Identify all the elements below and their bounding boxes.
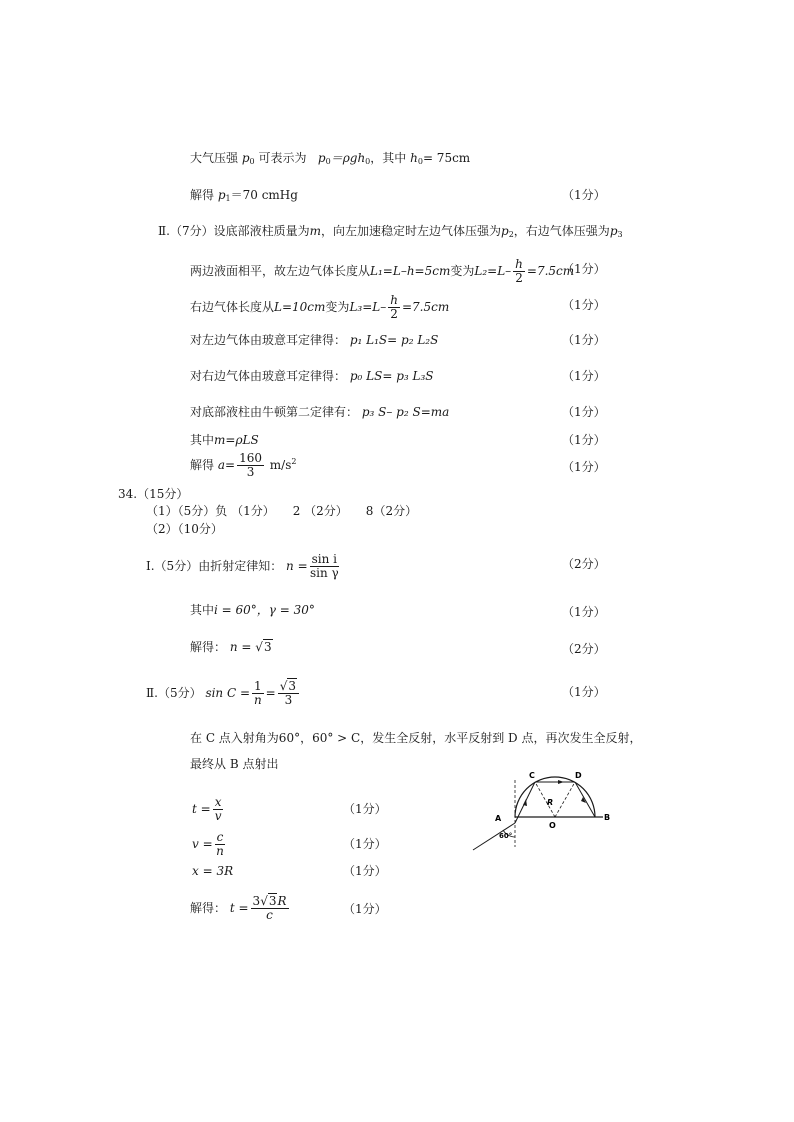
label-d: D — [575, 771, 582, 780]
label-o: O — [549, 821, 556, 830]
mass-definition-line: 其中m=ρLS — [190, 433, 259, 447]
score-label: （1分） — [562, 685, 606, 699]
score-label: （1分） — [343, 864, 387, 878]
total-reflection-line: 在 C 点入射角为60°，60° > C，发生全反射，水平反射到 D 点，再次发生全反射， — [190, 731, 642, 745]
label-angle: 60° — [499, 832, 513, 840]
label-r: R — [547, 798, 554, 807]
angles-line: 其中i = 60°，γ = 30° — [190, 603, 315, 617]
score-label: （1分） — [562, 405, 606, 419]
score-label: （1分） — [343, 902, 387, 916]
solve-p1-line: 解得 $p_1=70$ cmHg — [190, 188, 298, 203]
semicircle-optics-diagram — [465, 765, 625, 860]
score-label: （2分） — [562, 557, 606, 571]
label-c: C — [529, 771, 535, 780]
score-label: （1分） — [562, 262, 606, 276]
solve-n-line: 解得： n = √3 — [190, 640, 272, 654]
score-label: （1分） — [343, 802, 387, 816]
distance-formula-line: x = 3R — [192, 864, 234, 878]
score-label: （1分） — [562, 333, 606, 347]
left-gas-length-line: 两边液面相平，故左边气体长度从L₁=L–h=5cm变为L₂=L– $\frac{h}{2}$ =7.5cm — [190, 257, 575, 285]
q34-part2-line: （2）（10分） — [146, 522, 223, 536]
score-label: （1分） — [562, 298, 606, 312]
time-result-line: 解得： t = $\frac{3√3R}{c}$ — [190, 894, 287, 922]
speed-formula-line: v = $\frac{c}{n}$ — [192, 830, 224, 858]
label-a: A — [495, 814, 502, 823]
right-gas-length-line: 右边气体长度从L=10cm变为L₃=L– $\frac{h}{2}$ =7.5cm — [190, 293, 450, 321]
score-label: （1分） — [562, 188, 606, 202]
q34-part1-line: （1）（5分）负 （1分） 2 （2分） 8（2分） — [146, 504, 418, 518]
label-b: B — [604, 813, 611, 822]
score-label: （2分） — [562, 642, 606, 656]
score-label: （1分） — [562, 460, 606, 474]
arrow-mark — [558, 780, 564, 784]
part-ii-intro-line: Ⅱ.（7分）设底部液柱质量为m，向左加速稳定时左边气体压强为$p_2$，右边气体压强为$p_3$ — [158, 224, 623, 239]
boyle-left-line: 对左边气体由玻意耳定律得： p₁ L₁S= p₂ L₂S — [190, 333, 439, 347]
radius-od — [555, 782, 575, 817]
refraction-law-line: Ⅰ.（5分）由折射定律知： n = $\frac{\text{sin i}}{\text{sin γ}}$ — [146, 552, 339, 580]
critical-angle-line: Ⅱ.（5分） sin C = $\frac{1}{n}$ = $\frac{√3}{3}$ — [146, 680, 301, 707]
score-label: （1分） — [562, 605, 606, 619]
newton-law-line: 对底部液柱由牛顿第二定律有： p₃ S– p₂ S=ma — [190, 405, 450, 419]
score-label: （1分） — [562, 369, 606, 383]
acceleration-result-line: 解得 a= $\frac{160}{3}$ $m/s^2$ — [190, 451, 297, 479]
score-label: （1分） — [343, 837, 387, 851]
exit-point-line: 最终从 B 点射出 — [190, 757, 279, 771]
time-formula-line: t = $\frac{x}{v}$ — [192, 795, 222, 823]
boyle-right-line: 对右边气体由玻意耳定律得： p₀ LS= p₃ L₃S — [190, 369, 434, 383]
score-label: （1分） — [562, 433, 606, 447]
question-34-heading: 34.（15分） — [118, 487, 189, 501]
ray-d-to-b — [575, 782, 595, 817]
pressure-expression-line: 大气压强 $p_0$ 可表示为 $p_0=\rho gh_0$，其中 $h_0= 75cm$ — [190, 151, 471, 166]
